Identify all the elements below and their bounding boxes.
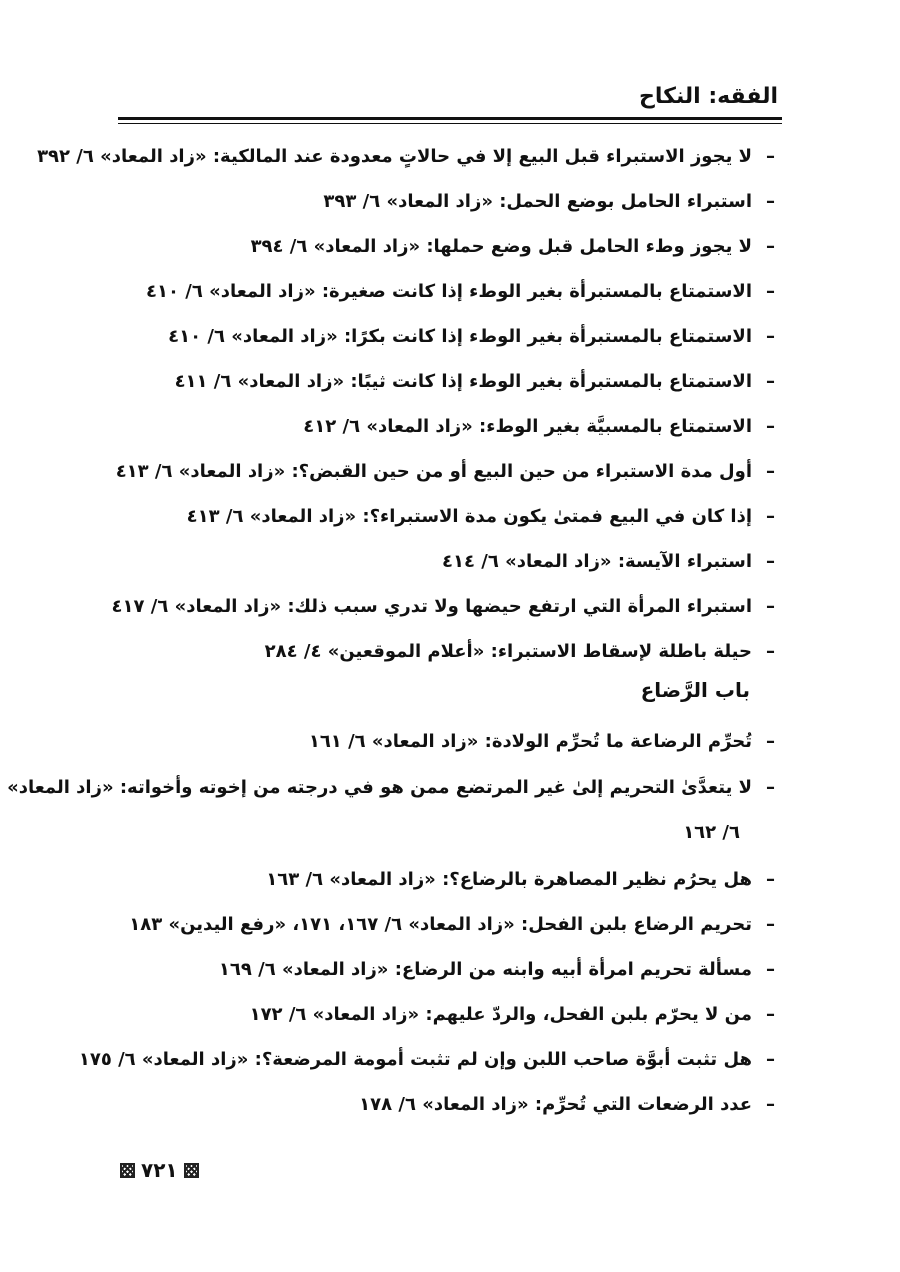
index-entry [79,1046,775,1074]
entry-dash: – [766,731,775,752]
entry-text: الاستمتاع بالمسبيَّة بغير الوطء: «زاد المعاد» ٦/ ٤١٢ [303,416,752,437]
index-entry [266,866,775,894]
index-entry [146,278,775,306]
entry-continuation: ٦/ ١٦٢ [683,822,740,843]
entry-text: استبراء الآيسة: «زاد المعاد» ٦/ ٤١٤ [442,551,752,572]
entry-dash: – [766,146,775,167]
entry-dash: – [766,914,775,935]
page-footer [120,1158,199,1182]
index-entry [175,368,775,396]
header-rule-thin [118,123,782,124]
ornament-icon [120,1163,135,1178]
entry-text: عدد الرضعات التي تُحرِّم: «زاد المعاد» ٦/ ١٧٨ [359,1094,752,1115]
index-entry [219,956,775,984]
index-entry [303,413,775,441]
entry-dash: – [766,326,775,347]
index-entry [265,638,775,666]
entry-text: إذا كان في البيع فمتىٰ يكون مدة الاستبراء؟: «زاد المعاد» ٦/ ٤١٣ [186,506,752,527]
running-header-title: الفقه: النكاح [639,84,778,109]
entry-dash: – [766,596,775,617]
entry-dash: – [766,371,775,392]
entry-dash: – [766,236,775,257]
index-entry [442,548,775,576]
index-entry [309,728,775,756]
entry-text: لا يجوز الاستبراء قبل البيع إلا في حالاتٍ معدودة عند المالكية: «زاد المعاد» ٦/ ٣٩٢ [37,146,752,167]
entry-text: مسألة تحريم امرأة أبيه وابنه من الرضاع: «زاد المعاد» ٦/ ١٦٩ [218,959,752,980]
index-entry [359,1091,775,1119]
header-rule-thick [118,117,782,120]
entry-dash: – [766,461,775,482]
entry-dash: – [766,551,775,572]
entry-dash: – [766,777,775,798]
ornament-icon [184,1163,199,1178]
entry-text: أول مدة الاستبراء من حين البيع أو من حين القبض؟: «زاد المعاد» ٦/ ٤١٣ [115,461,752,482]
index-entry [112,593,775,621]
entry-text: هل تثبت أبوَّة صاحب اللبن وإن لم تثبت أمومة المرضعة؟: «زاد المعاد» ٦/ ١٧٥ [78,1049,752,1070]
entry-text: لا يتعدَّىٰ التحريم إلىٰ غير المرتضع ممن هو في درجته من إخوته وأخواته: «زاد المعاد» [7,777,752,798]
index-entry [251,233,775,261]
entry-text: حيلة باطلة لإسقاط الاستبراء: «أعلام الموقعين» ٤/ ٢٨٤ [264,641,752,662]
entry-dash: – [766,416,775,437]
entry-text: استبراء المرأة التي ارتفع حيضها ولا تدري سبب ذلك: «زاد المعاد» ٦/ ٤١٧ [111,596,752,617]
section-heading: باب الرَّضاع [640,678,750,702]
entry-text: هل يحرُم نظير المصاهرة بالرضاع؟: «زاد المعاد» ٦/ ١٦٣ [266,869,752,890]
entry-dash: – [766,959,775,980]
entry-text: تحريم الرضاع بلبن الفحل: «زاد المعاد» ٦/ ١٦٧، ١٧١، «رفع اليدين» ١٨٣ [129,914,752,935]
entry-dash: – [766,1094,775,1115]
entry-text: تُحرِّم الرضاعة ما تُحرِّم الولادة: «زاد المعاد» ٦/ ١٦١ [308,731,752,752]
index-entry [187,503,775,531]
entry-dash: – [766,1004,775,1025]
entry-dash: – [766,281,775,302]
page-number: ٧٢١ [141,1158,178,1182]
entry-dash: – [766,506,775,527]
index-entry [250,1001,775,1029]
entry-dash: – [766,641,775,662]
index-entry [116,458,775,486]
index-entry [129,911,775,939]
index-entry [7,774,775,802]
entry-text: الاستمتاع بالمستبرأة بغير الوطء إذا كانت ثيبًا: «زاد المعاد» ٦/ ٤١١ [174,371,752,392]
index-entry [37,143,775,171]
entry-text: لا يجوز وطء الحامل قبل وضع حملها: «زاد المعاد» ٦/ ٣٩٤ [250,236,752,257]
entry-text: من لا يحرّم بلبن الفحل، والردّ عليهم: «زاد المعاد» ٦/ ١٧٢ [249,1004,752,1025]
entry-text: استبراء الحامل بوضع الحمل: «زاد المعاد» ٦/ ٣٩٣ [323,191,752,212]
index-entry [323,188,775,216]
entry-dash: – [766,191,775,212]
index-entry [168,323,775,351]
entry-dash: – [766,1049,775,1070]
entry-dash: – [766,869,775,890]
entry-text: الاستمتاع بالمستبرأة بغير الوطء إذا كانت بكرًا: «زاد المعاد» ٦/ ٤١٠ [168,326,752,347]
entry-text: الاستمتاع بالمستبرأة بغير الوطء إذا كانت صغيرة: «زاد المعاد» ٦/ ٤١٠ [146,281,752,302]
